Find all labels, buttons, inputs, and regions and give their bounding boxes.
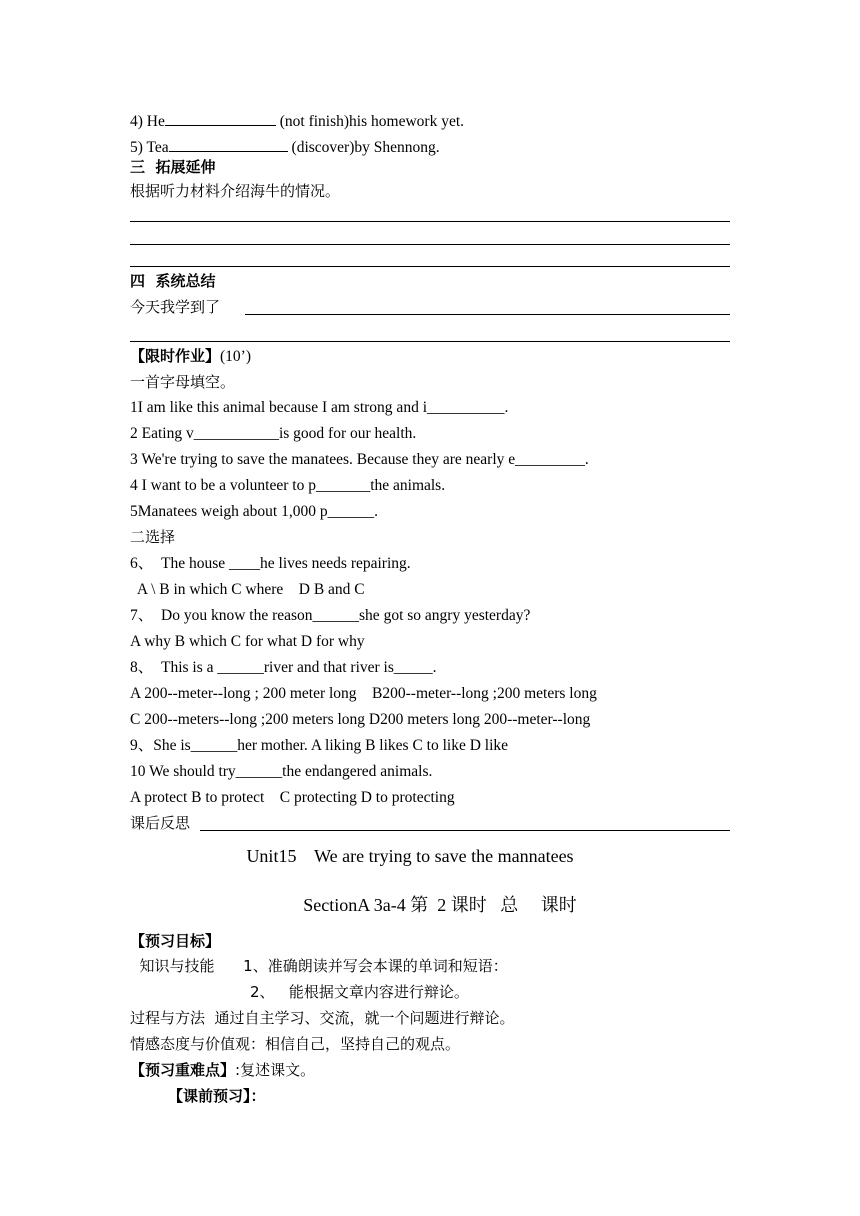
summary-line-2[interactable] bbox=[130, 341, 730, 342]
part1-title: 一首字母填空。 bbox=[130, 373, 236, 391]
unit-title: Unit15 We are trying to save the mannatees bbox=[246, 846, 574, 866]
section4-prompt: 今天我学到了 bbox=[130, 298, 221, 316]
reflection-line[interactable] bbox=[200, 830, 730, 831]
choice-item-8: 8、 This is a ______river and that river is_____. bbox=[130, 659, 437, 676]
answer-line-1[interactable] bbox=[130, 221, 730, 222]
choice-item-10: 10 We should try______the endangered animals. bbox=[130, 763, 433, 780]
section3-title: 三 拓展延伸 bbox=[130, 158, 216, 176]
pre-class-title: 【课前预习】： bbox=[168, 1087, 266, 1105]
goal-debate: 2、 能根据文章内容进行辩论。 bbox=[250, 983, 469, 1001]
q5-blank[interactable] bbox=[169, 137, 288, 152]
fill-item-4: 4 I want to be a volunteer to p_______the animals. bbox=[130, 477, 446, 494]
homework-title: 【限时作业】 bbox=[130, 347, 221, 365]
process-method: 过程与方法 通过自主学习、交流，就一个问题进行辩论。 bbox=[130, 1009, 515, 1027]
q4-pre: 4) He bbox=[130, 113, 165, 130]
key-points bbox=[130, 1060, 315, 1081]
fill-item-1: 1I am like this animal because I am strong and i__________. bbox=[130, 399, 509, 416]
fill-item-2: 2 Eating v___________is good for our health. bbox=[130, 425, 417, 442]
q4-post: (not finish)his homework yet. bbox=[275, 113, 465, 130]
q5-post: (discover)by Shennong. bbox=[287, 139, 440, 156]
choice-options-10: A protect B to protect C protecting D to protecting bbox=[130, 789, 455, 806]
homework-header bbox=[130, 346, 251, 367]
reflection-label: 课后反思 bbox=[130, 814, 191, 832]
key-text: :复述课文。 bbox=[235, 1061, 316, 1079]
homework-time: (10’) bbox=[220, 348, 252, 365]
choice-item-6: 6、 The house ____he lives needs repairing. bbox=[130, 555, 411, 572]
exercise-q5 bbox=[130, 137, 440, 158]
choice-options-6: A \ B in which C where D B and C bbox=[130, 581, 365, 598]
answer-line-3[interactable] bbox=[130, 266, 730, 267]
goal-knowledge: 知识与技能 1、准确朗读并写会本课的单词和短语： bbox=[130, 957, 508, 975]
q4-blank[interactable] bbox=[165, 111, 276, 126]
choice-options-7: A why B which C for what D for why bbox=[130, 633, 365, 650]
section4-title: 四 系统总结 bbox=[130, 272, 216, 290]
choice-item-7: 7、 Do you know the reason______she got so angry yesterday? bbox=[130, 607, 531, 624]
attitude-values: 情感态度与价值观：相信自己，坚持自己的观点。 bbox=[130, 1035, 461, 1053]
answer-line-2[interactable] bbox=[130, 244, 730, 245]
section-title: SectionA 3a-4 第 2 课时 总 课时 bbox=[303, 895, 577, 915]
key-title: 【预习重难点】 bbox=[130, 1061, 236, 1079]
fill-item-5: 5Manatees weigh about 1,000 p______. bbox=[130, 503, 378, 520]
section3-instruction: 根据听力材料介绍海牛的情况。 bbox=[130, 182, 341, 200]
choice-options-8a: A 200--meter--long ; 200 meter long B200--meter--long ;200 meters long bbox=[130, 685, 597, 702]
part2-title: 二选择 bbox=[130, 528, 176, 546]
goal-title: 【预习目标】 bbox=[130, 932, 221, 950]
summary-line-1[interactable] bbox=[245, 314, 730, 315]
exercise-q4 bbox=[130, 111, 464, 132]
q5-pre: 5) Tea bbox=[130, 139, 169, 156]
fill-item-3: 3 We're trying to save the manatees. Because they are nearly e_________. bbox=[130, 451, 589, 468]
choice-item-9: 9、She is______her mother. A liking B likes C to like D like bbox=[130, 737, 509, 754]
choice-options-8b: C 200--meters--long ;200 meters long D200 meters long 200--meter--long bbox=[130, 711, 591, 728]
